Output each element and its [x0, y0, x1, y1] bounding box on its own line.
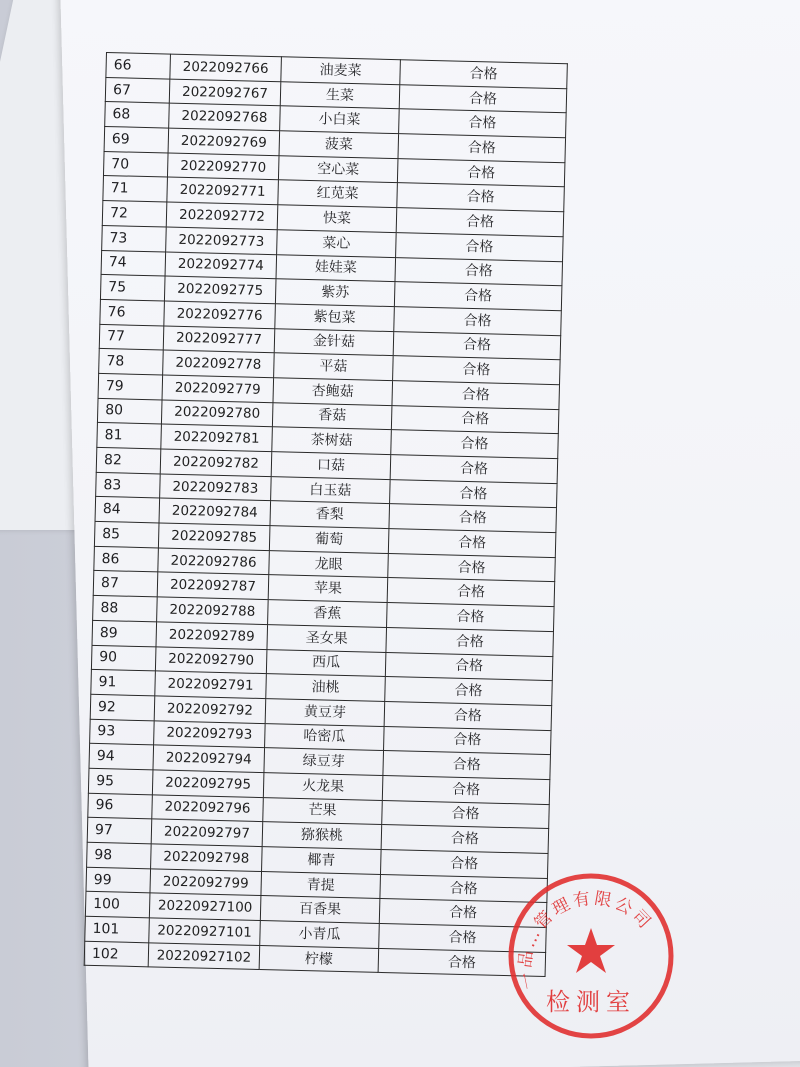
result-cell: 合格: [393, 356, 561, 385]
product-name-cell: 黄豆芽: [265, 698, 385, 726]
row-number-cell: 101: [85, 916, 150, 942]
sample-code-cell: 2022092786: [158, 548, 270, 575]
result-cell: 合格: [380, 849, 548, 878]
row-number-cell: 97: [87, 818, 152, 844]
product-name-cell: 葡萄: [269, 526, 389, 554]
sample-code-cell: 2022092798: [151, 844, 263, 871]
sample-code-cell: 2022092781: [161, 424, 273, 451]
sample-code-cell: 20220927100: [149, 893, 261, 920]
result-cell: 合格: [382, 800, 550, 829]
row-number-cell: 71: [103, 176, 168, 202]
product-name-cell: 西瓜: [266, 649, 386, 677]
sample-code-cell: 2022092778: [163, 350, 275, 377]
row-number-cell: 84: [95, 497, 160, 523]
product-name-cell: 菠菜: [279, 131, 399, 159]
product-name-cell: 芒果: [263, 797, 383, 825]
row-number-cell: 86: [94, 546, 159, 572]
row-number-cell: 99: [86, 867, 151, 893]
result-cell: 合格: [393, 331, 561, 360]
row-number-cell: 73: [102, 225, 167, 251]
result-cell: 合格: [399, 84, 567, 113]
sample-code-cell: 2022092794: [153, 745, 265, 772]
sample-code-cell: 2022092784: [159, 498, 271, 525]
row-number-cell: 75: [100, 275, 165, 301]
result-cell: 合格: [387, 578, 555, 607]
sample-code-cell: 2022092772: [166, 202, 278, 229]
row-number-cell: 91: [91, 670, 156, 696]
product-name-cell: 香蕉: [268, 600, 388, 628]
sample-code-cell: 2022092776: [164, 301, 276, 328]
result-cell: 合格: [390, 479, 558, 508]
sample-code-cell: 2022092768: [169, 103, 281, 130]
sample-code-cell: 2022092769: [168, 128, 280, 155]
row-number-cell: 89: [92, 620, 157, 646]
result-cell: 合格: [396, 208, 564, 237]
result-cell: 合格: [391, 430, 559, 459]
row-number-cell: 76: [100, 299, 165, 325]
result-cell: 合格: [387, 603, 555, 632]
sample-code-cell: 20220927101: [149, 918, 261, 945]
product-name-cell: 油桃: [266, 674, 386, 702]
result-cell: 合格: [379, 899, 547, 928]
sample-code-cell: 2022092796: [152, 794, 264, 821]
row-number-cell: 81: [97, 423, 162, 449]
row-number-cell: 77: [99, 324, 164, 350]
sample-code-cell: 2022092799: [150, 869, 262, 896]
product-name-cell: 百香果: [260, 896, 380, 924]
result-cell: 合格: [379, 923, 547, 952]
result-cell: 合格: [386, 627, 554, 656]
result-cell: 合格: [385, 652, 553, 681]
result-cell: 合格: [384, 701, 552, 730]
row-number-cell: 90: [91, 645, 156, 671]
sample-code-cell: 2022092787: [157, 572, 269, 599]
inspection-results-table: [84, 52, 568, 977]
result-cell: 合格: [389, 504, 557, 533]
sample-code-cell: 2022092793: [154, 720, 266, 747]
product-name-cell: 口菇: [271, 452, 391, 480]
row-number-cell: 68: [105, 102, 170, 128]
result-cell: 合格: [399, 109, 567, 138]
row-number-cell: 88: [93, 595, 158, 621]
product-name-cell: 小青瓜: [260, 921, 380, 949]
row-number-cell: 82: [96, 447, 161, 473]
result-cell: 合格: [380, 874, 548, 903]
result-cell: 合格: [397, 158, 565, 187]
product-name-cell: 青提: [261, 871, 381, 899]
result-cell: 合格: [384, 726, 552, 755]
result-cell: 合格: [396, 232, 564, 261]
row-number-cell: 95: [88, 768, 153, 794]
product-name-cell: 苹果: [268, 575, 388, 603]
product-name-cell: 紫包菜: [275, 304, 395, 332]
result-cell: 合格: [383, 751, 551, 780]
sample-code-cell: 2022092767: [169, 79, 281, 106]
stamp-star-icon: [567, 928, 615, 973]
result-cell: 合格: [382, 775, 550, 804]
product-name-cell: 哈密瓜: [265, 723, 385, 751]
row-number-cell: 79: [98, 373, 163, 399]
sample-code-cell: 2022092780: [161, 400, 273, 427]
row-number-cell: 80: [97, 398, 162, 424]
sample-code-cell: 2022092779: [162, 375, 274, 402]
row-number-cell: 93: [90, 719, 155, 745]
result-cell: 合格: [388, 529, 556, 558]
product-name-cell: 紫苏: [275, 279, 395, 307]
row-number-cell: 87: [93, 571, 158, 597]
sample-code-cell: 2022092789: [156, 622, 268, 649]
sample-code-cell: 2022092797: [151, 819, 263, 846]
row-number-cell: 100: [85, 892, 150, 918]
sample-code-cell: 2022092783: [160, 474, 272, 501]
product-name-cell: 绿豆芽: [264, 748, 384, 776]
sample-code-cell: 2022092771: [167, 177, 279, 204]
product-name-cell: 生菜: [280, 81, 400, 109]
result-cell: 合格: [400, 60, 568, 89]
product-name-cell: 空心菜: [278, 156, 398, 184]
product-name-cell: 茶树菇: [272, 427, 392, 455]
product-name-cell: 油麦菜: [281, 57, 401, 85]
product-name-cell: 火龙果: [263, 773, 383, 801]
product-name-cell: 柠檬: [259, 945, 379, 973]
row-number-cell: 102: [84, 941, 149, 967]
row-number-cell: 74: [101, 250, 166, 276]
result-cell: 合格: [394, 282, 562, 311]
result-cell: 合格: [395, 257, 563, 286]
product-name-cell: 椰青: [262, 847, 382, 875]
product-name-cell: 娃娃菜: [276, 254, 396, 282]
sample-code-cell: 2022092791: [155, 671, 267, 698]
row-number-cell: 96: [88, 793, 153, 819]
sample-code-cell: 2022092788: [157, 597, 269, 624]
result-cell: 合格: [378, 948, 546, 977]
product-name-cell: 小白菜: [280, 106, 400, 134]
inspection-results-table-wrapper: [84, 52, 566, 977]
sample-code-cell: 2022092785: [158, 523, 270, 550]
row-number-cell: 70: [103, 151, 168, 177]
row-number-cell: 78: [99, 349, 164, 375]
product-name-cell: 金针菇: [274, 328, 394, 356]
product-name-cell: 红苋菜: [278, 180, 398, 208]
result-cell: 合格: [390, 455, 558, 484]
result-cell: 合格: [391, 405, 559, 434]
row-number-cell: 85: [94, 521, 159, 547]
official-seal-stamp: [505, 870, 677, 1042]
sample-code-cell: 2022092770: [167, 153, 279, 180]
result-cell: 合格: [394, 306, 562, 335]
result-cell: 合格: [381, 825, 549, 854]
sample-code-cell: 20220927102: [148, 943, 260, 970]
sample-code-cell: 2022092790: [155, 646, 267, 673]
sample-code-cell: 2022092777: [163, 326, 275, 353]
sample-code-cell: 2022092774: [165, 252, 277, 279]
result-cell: 合格: [385, 677, 553, 706]
stamp-ring-text: 一品…管理有限公司: [515, 888, 657, 992]
result-cell: 合格: [388, 553, 556, 582]
row-number-cell: 94: [89, 744, 154, 770]
sample-code-cell: 2022092773: [166, 227, 278, 254]
result-cell: 合格: [397, 183, 565, 212]
product-name-cell: 龙眼: [269, 550, 389, 578]
table-body: [84, 53, 567, 977]
product-name-cell: 快菜: [277, 205, 397, 233]
product-name-cell: 菜心: [277, 230, 397, 258]
row-number-cell: 67: [105, 77, 170, 103]
sample-code-cell: 2022092795: [152, 770, 264, 797]
product-name-cell: 香梨: [270, 501, 390, 529]
product-name-cell: 圣女果: [267, 624, 387, 652]
result-cell: 合格: [392, 381, 560, 410]
stamp-center-text: 检测室: [546, 988, 636, 1016]
product-name-cell: 白玉菇: [271, 476, 391, 504]
sample-code-cell: 2022092766: [170, 54, 282, 81]
sample-code-cell: 2022092792: [154, 696, 266, 723]
sample-code-cell: 2022092775: [164, 276, 276, 303]
row-number-cell: 69: [104, 127, 169, 153]
product-name-cell: 香菇: [272, 402, 392, 430]
row-number-cell: 92: [90, 694, 155, 720]
sample-code-cell: 2022092782: [160, 449, 272, 476]
row-number-cell: 72: [102, 201, 167, 227]
result-cell: 合格: [398, 134, 566, 163]
row-number-cell: 83: [96, 472, 161, 498]
product-name-cell: 平菇: [274, 353, 394, 381]
row-number-cell: 98: [87, 842, 152, 868]
product-name-cell: 猕猴桃: [262, 822, 382, 850]
row-number-cell: 66: [106, 53, 171, 79]
product-name-cell: 杏鲍菇: [273, 378, 393, 406]
